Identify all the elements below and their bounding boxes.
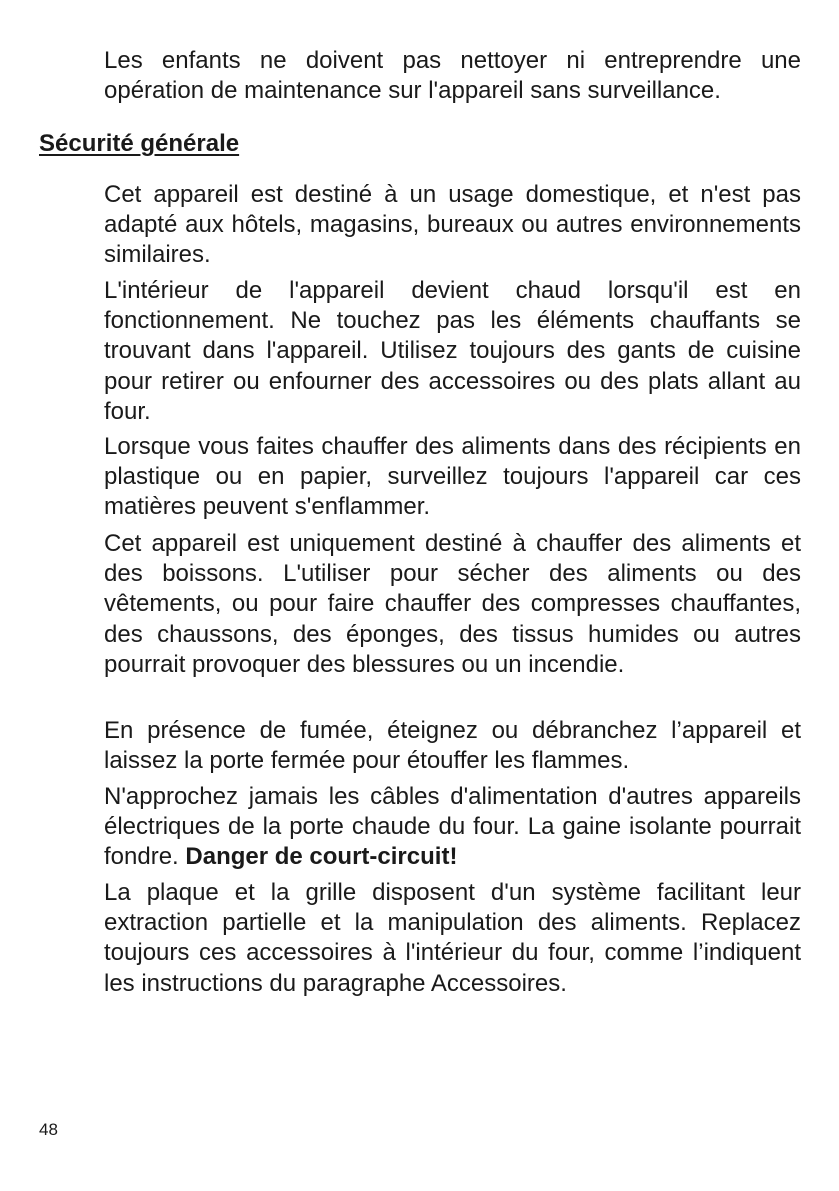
short-circuit-warning: Danger de court-circuit! xyxy=(185,843,458,871)
paragraph-cables xyxy=(104,782,801,873)
paragraph-domestic-use: Cet appareil est destiné à un usage domestique, et n'est pas adapté aux hôtels, magasins, bureaux ou autres environnements similaires. xyxy=(104,181,801,269)
paragraph-accessories: La plaque et la grille disposent d'un système facilitant leur extraction partielle et la manipulation des aliments. Replacez toujours ces accessoires à l'intérieur du four, comme l’indiquent les instructions du paragraphe Accessoires. xyxy=(104,879,801,997)
page-number: 48 xyxy=(39,1120,58,1139)
intro-paragraph: Les enfants ne doivent pas nettoyer ni entreprendre une opération de maintenance sur l'appareil sans surveillance. xyxy=(104,47,801,105)
section-heading: Sécurité générale xyxy=(39,130,240,157)
paragraph-intended-use: Cet appareil est uniquement destiné à chauffer des aliments et des boissons. L'utiliser pour sécher des aliments ou des vêtements, ou pour faire chauffer des compresses chauffantes, des chaussons, des éponges, des tissus humides ou autres pourrait provoquer des blessures ou un incendie. xyxy=(104,530,801,678)
paragraph-plastic-containers: Lorsque vous faites chauffer des aliments dans des récipients en plastique ou en papier, surveillez toujours l'appareil car ces matières peuvent s'enflammer. xyxy=(104,433,801,521)
paragraph-smoke: En présence de fumée, éteignez ou débranchez l’appareil et laissez la porte fermée pour étouffer les flammes. xyxy=(104,717,801,775)
cables-text: N'approchez jamais les câbles d'alimentation d'autres appareils électriques de la porte chaude du four. La gaine isolante pourrait fondre. xyxy=(104,783,801,871)
paragraph-hot-interior: L'intérieur de l'appareil devient chaud lorsqu'il est en fonctionnement. Ne touchez pas les éléments chauffants se trouvant dans l'appareil. Utilisez toujours des gants de cuisine pour retirer ou enfourner des accessoires ou des plats allant au four. xyxy=(104,277,801,425)
